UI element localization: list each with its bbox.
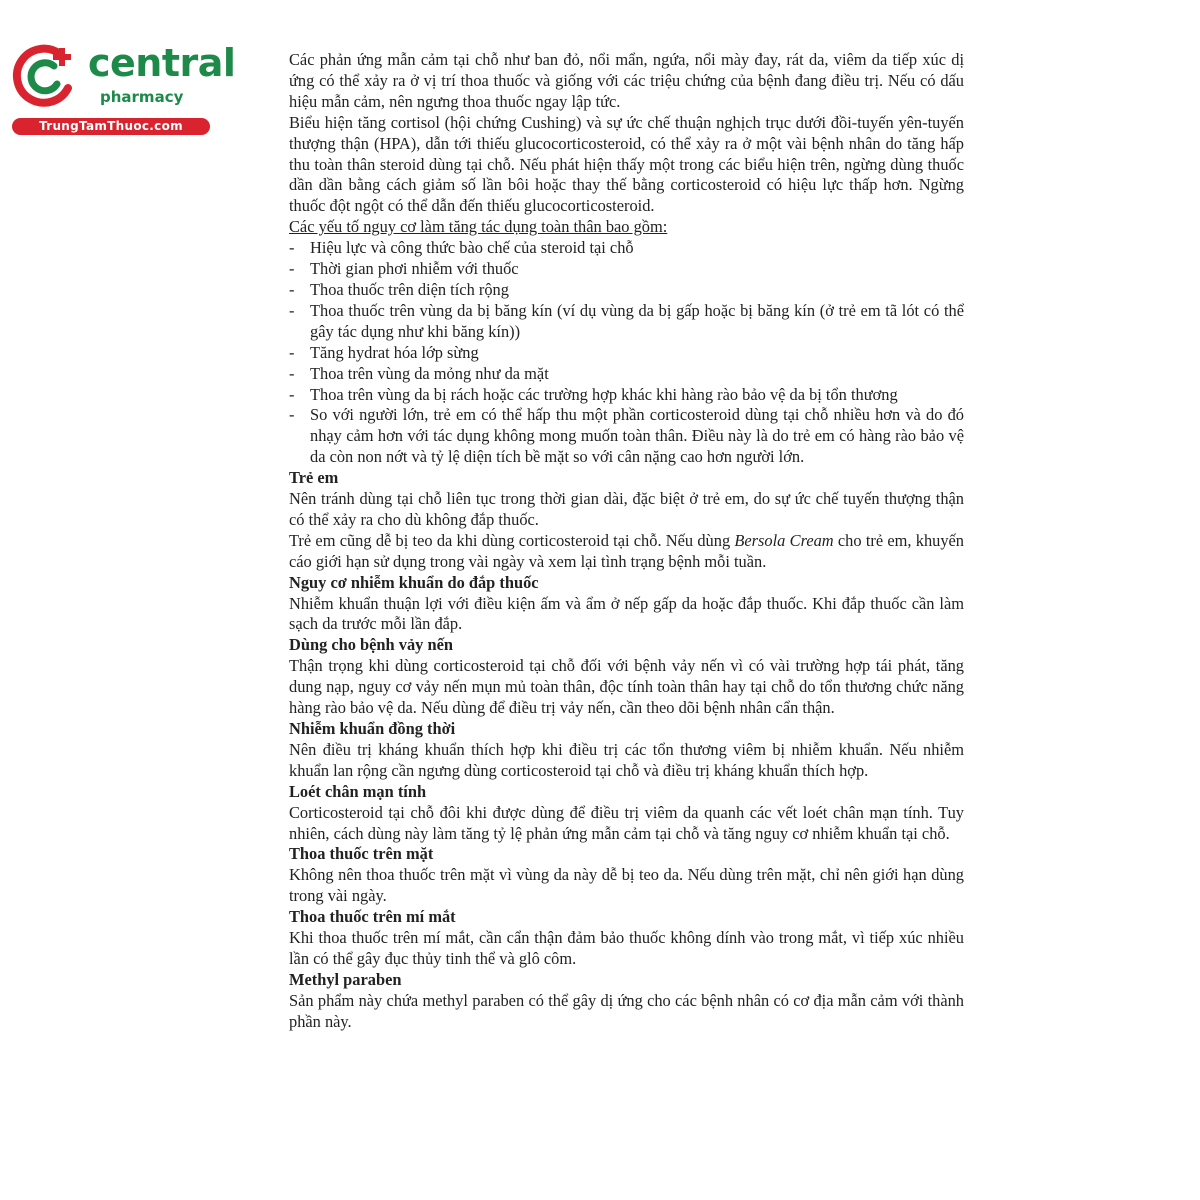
list-item: - So với người lớn, trẻ em có thể hấp thu một phần corticosteroid dùng tại chỗ nhiều hơn và do đó nhạy cảm hơn với tác dụng không mong muốn toàn thân. Điều này là do trẻ em có hàng rào bảo vệ da còn non nớt và tỷ lệ diện tích bề mặt so với cân nặng cao hơn người lớn.: [289, 405, 964, 468]
list-item: - Thoa thuốc trên vùng da bị băng kín (ví dụ vùng da bị gấp hoặc bị băng kín (ở trẻ em tã lót có thể gây tác dụng như khi băng kín)): [289, 301, 964, 343]
risk-factors-heading: Các yếu tố nguy cơ làm tăng tác dụng toàn thân bao gồm:: [289, 217, 668, 237]
section-text: Corticosteroid tại chỗ đôi khi được dùng để điều trị viêm da quanh các vết loét chân mạn tính. Tuy nhiên, cách dùng này làm tăng tỷ lệ phản ứng mẫn cảm tại chỗ và tăng nguy cơ nhiễm khuẩn tại chỗ.: [289, 802, 964, 843]
section-text: Nhiễm khuẩn thuận lợi với điều kiện ấm và ẩm ở nếp gấp da hoặc đắp thuốc. Khi đắp thuốc cần làm sạch da trước mỗi lần đắp.: [289, 593, 964, 634]
section-heading: Thoa thuốc trên mặt: [289, 844, 434, 864]
logo-subtitle: pharmacy: [100, 88, 184, 106]
document-body: [289, 50, 964, 1033]
product-name: Bersola Cream: [734, 530, 834, 550]
children-text-b: cho trẻ em, khuyến cáo giới hạn sử dụng trong vài ngày và xem lại tình trạng bệnh mỗi tuần.: [289, 530, 964, 571]
section-heading: Loét chân mạn tính: [289, 781, 427, 801]
section-heading: Thoa thuốc trên mí mắt: [289, 907, 456, 927]
section-text: Không nên thoa thuốc trên mặt vì vùng da này dễ bị teo da. Nếu dùng trên mặt, chỉ nên giới hạn dùng trong vài ngày.: [289, 865, 964, 906]
logo-brand-name: central: [88, 41, 236, 85]
list-item: - Hiệu lực và công thức bào chế của steroid tại chỗ: [289, 238, 964, 259]
list-item: - Thời gian phơi nhiễm với thuốc: [289, 259, 964, 280]
section-text: Khi thoa thuốc trên mí mắt, cần cẩn thận đảm bảo thuốc không dính vào trong mắt, vì tiếp xúc nhiều lần có thể gây đục thủy tinh thể và glô côm.: [289, 928, 964, 968]
pharmacy-cross-icon: [10, 40, 80, 110]
paragraph-hypersensitivity: Các phản ứng mẫn cảm tại chỗ như ban đỏ, nổi mẩn, ngứa, nổi mày đay, rát da, viêm da tiếp xúc dị ứng có thể xảy ra ở vị trí thoa thuốc và giống với các triệu chứng của bệnh đang điều trị. Nếu có dấu hiệu mẫn cảm, nên ngưng thoa thuốc ngay lập tức.: [289, 50, 964, 111]
paragraph-children-1: Nên tránh dùng tại chỗ liên tục trong thời gian dài, đặc biệt ở trẻ em, do sự ức chế tuyến thượng thận có thể xảy ra cho dù không đắp thuốc.: [289, 489, 964, 529]
section-heading: Nhiễm khuẩn đồng thời: [289, 719, 456, 738]
section-heading: Methyl paraben: [289, 969, 402, 989]
children-text-a: Trẻ em cũng dễ bị teo da khi dùng corticosteroid tại chỗ. Nếu dùng: [289, 530, 735, 550]
list-item: - Thoa thuốc trên diện tích rộng: [289, 280, 964, 301]
logo-website: TrungTamThuoc.com: [12, 118, 210, 135]
section-text: Thận trọng khi dùng corticosteroid tại chỗ đối với bệnh vảy nến vì có vài trường hợp tái phát, tăng dung nạp, nguy cơ vảy nến mụn mủ toàn thân, độc tính toàn thân hay tại chỗ do tổn thương chức năng hàng rào bảo vệ da. Nếu dùng để điều trị vảy nến, cần theo dõi bệnh nhân cẩn thận.: [289, 656, 964, 718]
section-heading: Nguy cơ nhiễm khuẩn do đắp thuốc: [289, 572, 539, 592]
list-item: - Tăng hydrat hóa lớp sừng: [289, 343, 964, 364]
paragraph-cushing: Biểu hiện tăng cortisol (hội chứng Cushing) và sự ức chế thuận nghịch trục dưới đồi-tuyến yên-tuyến thượng thận (HPA), dẫn tới thiếu glucocorticosteroid, có thể xảy ra ở một vài bệnh nhân do tăng hấp thu toàn thân steroid dùng tại chỗ. Nếu phát hiện thấy một trong các biểu hiện trên, ngừng dùng thuốc dần dần bằng cách giảm số lần bôi hoặc thay thế bằng corticosteroid có hiệu lực thấp hơn. Ngừng thuốc đột ngột có thể dẫn đến thiếu glucocorticosteroid.: [289, 112, 964, 216]
list-item: - Thoa trên vùng da mỏng như da mặt: [289, 364, 964, 385]
section-heading-children: Trẻ em: [289, 468, 339, 488]
list-item: - Thoa trên vùng da bị rách hoặc các trường hợp khác khi hàng rào bảo vệ da bị tổn thương: [289, 385, 964, 406]
section-heading: Dùng cho bệnh vảy nến: [289, 635, 453, 655]
paragraph-children-2: [289, 531, 964, 573]
section-text: Sản phẩm này chứa methyl paraben có thể gây dị ứng cho các bệnh nhân có cơ địa mẫn cảm với thành phần này.: [289, 990, 964, 1031]
central-pharmacy-logo: [10, 38, 236, 138]
section-text: Nên điều trị kháng khuẩn thích hợp khi điều trị các tổn thương viêm bị nhiễm khuẩn. Nếu nhiễm khuẩn lan rộng cần ngưng dùng corticosteroid tại chỗ và điều trị kháng khuẩn thích hợp.: [289, 739, 964, 780]
risk-factors-list: [289, 238, 964, 468]
